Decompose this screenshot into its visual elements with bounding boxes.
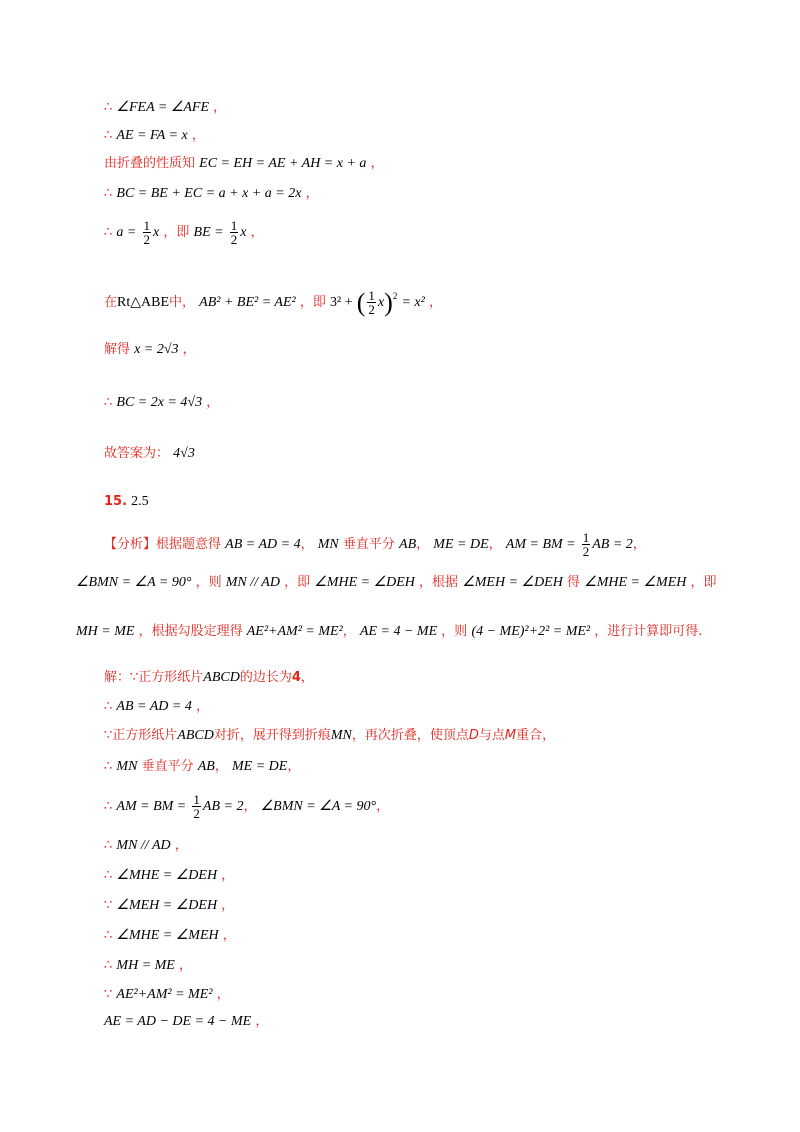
line-bc-sum bbox=[104, 186, 319, 202]
answer-label: 故答案为： bbox=[104, 446, 170, 461]
explanation-text: 的边长为 bbox=[239, 670, 292, 685]
close-paren: ) bbox=[384, 288, 393, 317]
point-d: D bbox=[468, 728, 479, 743]
punctuation: ， bbox=[255, 1014, 269, 1029]
punctuation: ， bbox=[195, 699, 209, 714]
math-expression: ∠MHE = ∠DEH bbox=[116, 868, 218, 883]
math-expression: ∠BMN = ∠A = 90° bbox=[260, 799, 377, 814]
line-angle-fea bbox=[104, 100, 226, 116]
explanation-text: ，即 bbox=[690, 575, 717, 590]
math-expression: BE = bbox=[193, 225, 224, 240]
open-paren: ( bbox=[356, 288, 366, 317]
therefore-symbol: ∴ bbox=[104, 699, 113, 714]
math-expression: AB² + BE² = AE² bbox=[199, 295, 296, 310]
math-expression: MN // AD bbox=[225, 575, 280, 590]
explanation-text: 由折叠的性质知 bbox=[104, 156, 196, 171]
because-symbol: ∵ bbox=[104, 898, 113, 913]
explanation-text: ，根据勾股定理得 bbox=[138, 624, 243, 639]
solution-line-8 bbox=[104, 898, 234, 914]
explanation-text: ∵正方形纸片 bbox=[104, 728, 178, 743]
math-expression: MH = ME bbox=[116, 958, 175, 973]
solution-line-10 bbox=[104, 958, 192, 974]
question-number: 15. bbox=[104, 494, 128, 509]
punctuation: ， bbox=[222, 928, 236, 943]
math-expression: x = 2√3 bbox=[134, 342, 179, 357]
math-variable: x bbox=[153, 225, 160, 240]
bold-number: 4 bbox=[291, 670, 301, 685]
therefore-symbol: ∴ bbox=[104, 799, 113, 814]
solution-line-1: 解：∵正方形纸片ABCD的边长为4， bbox=[104, 670, 314, 685]
because-symbol: ∵ bbox=[104, 987, 113, 1002]
punctuation: ， bbox=[191, 128, 205, 143]
analysis-line-1: 【分析】根据题意得 AB = AD = 4， MN 垂直平分 AB， ME = DE， AM = BM = $\frac{1}{2}$ AB = 2， bbox=[104, 530, 646, 559]
point-m: M bbox=[504, 728, 517, 743]
math-expression: MN bbox=[330, 728, 352, 743]
explanation-text: 解得 bbox=[104, 342, 131, 357]
math-expression: ∠FEA = ∠AFE bbox=[116, 100, 210, 115]
math-expression: AE²+AM² = ME² bbox=[246, 624, 343, 639]
math-expression: MN // AD bbox=[116, 838, 171, 853]
math-expression: ME = DE bbox=[433, 537, 489, 552]
math-expression: ∠MEH = ∠DEH bbox=[116, 898, 218, 913]
math-expression: AE = AD − DE = 4 − ME bbox=[104, 1014, 252, 1029]
line-bc-result bbox=[104, 395, 219, 411]
punctuation: ， bbox=[174, 838, 188, 853]
math-expression: BC = BE + EC = a + x + a = 2x bbox=[116, 186, 302, 201]
math-expression: AE²+AM² = ME² bbox=[116, 987, 213, 1002]
therefore-symbol: ∴ bbox=[104, 128, 113, 143]
explanation-text: 在 bbox=[104, 295, 118, 310]
therefore-symbol: ∴ bbox=[104, 100, 113, 115]
punctuation: ， bbox=[305, 186, 319, 201]
explanation-text: 与点 bbox=[478, 728, 505, 743]
explanation-text: 重合， bbox=[516, 728, 556, 743]
punctuation: ， bbox=[206, 395, 220, 410]
math-expression: ∠MHE = ∠MEH bbox=[584, 575, 687, 590]
explanation-text: ，则 bbox=[441, 624, 468, 639]
math-expression: a = bbox=[116, 225, 137, 240]
math-expression: EC = EH = AE + AH = x + a bbox=[199, 156, 367, 171]
math-expression: BC = 2x = 4√3 bbox=[116, 395, 203, 410]
explanation-text: 垂直平分 bbox=[342, 537, 395, 552]
solution-line-5: ∴ AM = BM = $\frac{1}{2}$ AB = 2， ∠BMN = ∠A = 90°， bbox=[104, 792, 390, 821]
line-ae-fa bbox=[104, 128, 205, 144]
fraction-one-half: $\frac{1}{2}$ bbox=[368, 288, 375, 317]
explanation-text: 对折，展开得到折痕 bbox=[213, 728, 331, 743]
punctuation: ， bbox=[179, 958, 193, 973]
math-expression: AB = AD = 4 bbox=[225, 537, 301, 552]
math-expression: AM = BM = bbox=[505, 537, 576, 552]
explanation-text: ，即 bbox=[299, 295, 326, 310]
punctuation: ， bbox=[216, 987, 230, 1002]
solution-line-3 bbox=[104, 728, 555, 744]
math-expression: (4 − ME)²+2² = ME² bbox=[471, 624, 591, 639]
math-expression: AM = BM = bbox=[116, 799, 187, 814]
fraction-one-half: $\frac{1}{2}$ bbox=[193, 792, 200, 821]
math-expression: AB = 2 bbox=[202, 799, 244, 814]
math-expression: MN bbox=[116, 759, 138, 774]
math-expression: MH = ME bbox=[76, 624, 135, 639]
math-expression: ABCD bbox=[177, 728, 214, 743]
solution-line-12 bbox=[104, 1014, 268, 1030]
solution-line-11 bbox=[104, 987, 230, 1003]
math-expression: AE = FA = x bbox=[116, 128, 188, 143]
exponent: 2 bbox=[392, 291, 398, 301]
explanation-text: ，即 bbox=[284, 575, 311, 590]
line-a-half-x bbox=[104, 218, 264, 248]
explanation-text: ，进行计算即可得. bbox=[594, 624, 703, 639]
math-expression: 3² + bbox=[330, 295, 353, 310]
math-expression: ∠MHE = ∠MEH bbox=[116, 928, 219, 943]
explanation-text: 垂直平分 bbox=[141, 759, 194, 774]
explanation-text: ，即 bbox=[163, 225, 190, 240]
math-variable: x bbox=[377, 295, 385, 310]
math-expression: ME = DE bbox=[231, 759, 288, 774]
explanation-text: ，则 bbox=[195, 575, 222, 590]
question-answer: 2.5 bbox=[131, 494, 149, 509]
answer-value: 4√3 bbox=[173, 446, 195, 461]
solution-line-6 bbox=[104, 838, 188, 854]
solution-line-7 bbox=[104, 868, 234, 884]
math-expression: AE = 4 − ME bbox=[359, 624, 438, 639]
math-variable: x bbox=[240, 225, 247, 240]
therefore-symbol: ∴ bbox=[104, 186, 113, 201]
punctuation: ， bbox=[370, 156, 384, 171]
fraction-one-half: $\frac{1}{2}$ bbox=[582, 530, 590, 559]
math-expression: MN bbox=[317, 537, 339, 552]
line-answer bbox=[104, 446, 195, 462]
solution-line-9 bbox=[104, 928, 236, 944]
math-expression: AB bbox=[197, 759, 215, 774]
question-15-heading bbox=[104, 494, 149, 510]
therefore-symbol: ∴ bbox=[104, 759, 113, 774]
fraction-one-half: $\frac{1}{2}$ bbox=[143, 218, 151, 247]
math-expression: ABCD bbox=[203, 670, 240, 685]
punctuation: ， bbox=[213, 100, 227, 115]
explanation-text: 解：∵正方形纸片 bbox=[104, 670, 204, 685]
therefore-symbol: ∴ bbox=[104, 868, 113, 883]
line-pythagoras-rt bbox=[104, 278, 442, 321]
explanation-text: ，再次折叠，使顶点 bbox=[351, 728, 469, 743]
solution-line-4: ∴ MN 垂直平分 AB， ME = DE， bbox=[104, 759, 301, 774]
analysis-line-3: MH = ME ，根据勾股定理得 AE²+AM² = ME²， AE = 4 − ME ，则 (4 − ME)²+2² = ME² ，进行计算即可得. bbox=[76, 624, 703, 639]
punctuation: ， bbox=[221, 898, 235, 913]
therefore-symbol: ∴ bbox=[104, 928, 113, 943]
math-expression: AB = 2 bbox=[592, 537, 633, 552]
line-solve-x bbox=[104, 342, 196, 358]
therefore-symbol: ∴ bbox=[104, 958, 113, 973]
math-expression: AB bbox=[399, 537, 417, 552]
math-expression: AB = AD = 4 bbox=[116, 699, 192, 714]
fraction-one-half: $\frac{1}{2}$ bbox=[230, 218, 238, 247]
punctuation: ， bbox=[182, 342, 196, 357]
explanation-text: ，根据 bbox=[419, 575, 459, 590]
math-expression: ∠MEH = ∠DEH bbox=[462, 575, 563, 590]
therefore-symbol: ∴ bbox=[104, 395, 113, 410]
punctuation: ， bbox=[221, 868, 235, 883]
math-expression: ∠MHE = ∠DEH bbox=[314, 575, 415, 590]
therefore-symbol: ∴ bbox=[104, 225, 113, 240]
line-fold-property bbox=[104, 156, 384, 172]
punctuation: ， bbox=[250, 225, 264, 240]
punctuation: ， bbox=[428, 295, 442, 310]
explanation-text: 得 bbox=[567, 575, 581, 590]
analysis-line-2 bbox=[76, 575, 717, 591]
explanation-text: 中， bbox=[169, 295, 196, 310]
solution-line-2 bbox=[104, 699, 209, 715]
therefore-symbol: ∴ bbox=[104, 838, 113, 853]
math-expression: Rt△ABE bbox=[117, 295, 170, 310]
math-expression: ∠BMN = ∠A = 90° bbox=[76, 575, 192, 590]
math-expression: = x² bbox=[401, 295, 425, 310]
analysis-label: 【分析】根据题意得 bbox=[104, 537, 222, 552]
